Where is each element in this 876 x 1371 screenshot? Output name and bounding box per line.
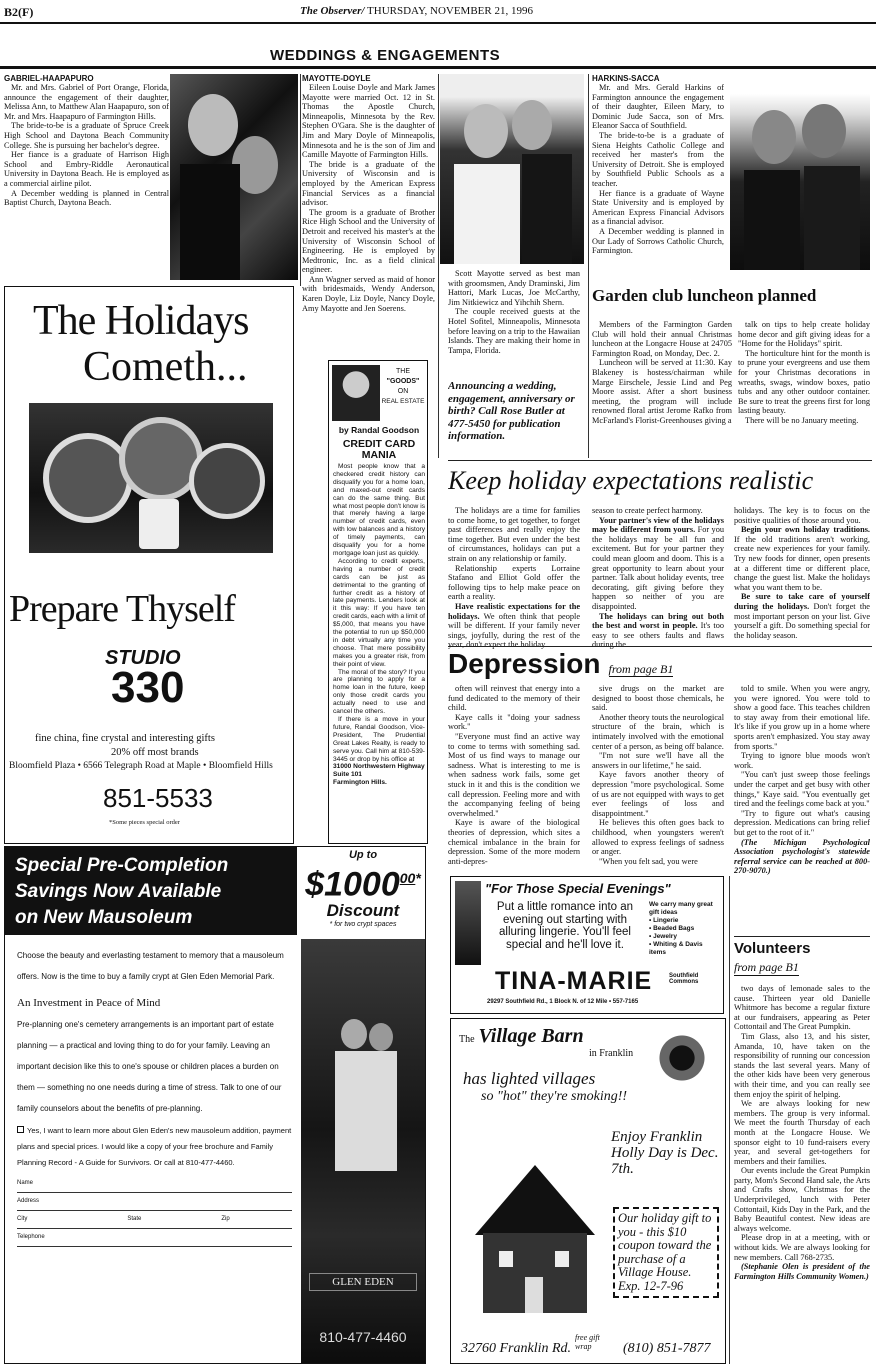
depression-col3-p2: Trying to ignore blue moods won't work. [734, 751, 870, 770]
harkins-title: HARKINS-SACCA [592, 74, 660, 83]
studio-line2: Cometh... [83, 344, 248, 390]
amount-cents: 00 [399, 870, 416, 886]
village-enjoy: Enjoy Franklin Holly Day is Dec. 7th. [611, 1129, 719, 1177]
village-coupon: Our holiday gift to you - this $10 coupon toward the purchase of a Village House. Exp. 12-7-96 [613, 1207, 719, 1298]
address-label: Address [17, 1198, 40, 1204]
village-name: Village Barn [478, 1025, 584, 1047]
name-label: Name [17, 1180, 34, 1186]
city-label: City [17, 1216, 28, 1222]
gabriel-announcement [4, 74, 169, 284]
goods-body [333, 463, 425, 787]
harkins-p3: Her fiance is a graduate of Wayne State University and is employed by American Express Financial Advisors as a financial advisor. [592, 188, 724, 227]
mausoleum-head3: on New Mausoleum [15, 907, 193, 928]
mausoleum-sub: An Investment in Peace of Mind [17, 997, 161, 1009]
harkins-body [592, 83, 724, 256]
gabriel-body [4, 83, 169, 208]
village-logo [459, 1025, 633, 1059]
announce-box: Announcing a wedding, engagement, anniversary or birth? Call Rose Butler at 477-5450 for publication information. [448, 380, 575, 442]
harkins-p4: A December wedding is planned in Our Lady of Sorrows Catholic Church, Farmington. [592, 226, 724, 256]
depression-col1 [448, 684, 580, 866]
holiday-tip4: Begin your own holiday traditions. [741, 525, 870, 535]
gabriel-p4: A December wedding is planned in Central Baptist Church, Daytona Beach. [4, 188, 169, 208]
volunteers-p2: Tim Glass, also 13, and his sister, Amanda, 10, have taken on the responsibility of running our concession stands the last several years. Many of the other kids have been very generous with their time, and you can really see them enjoy the spirit of helping. [734, 1031, 870, 1099]
mayotte-announcement [302, 74, 435, 370]
village-line2: so "hot" they're smoking!! [481, 1089, 628, 1104]
garden-col1-p1: Members of the Farmington Garden Club will hold their annual Christmas luncheon at the Longacre House at 24705 Farmington Road, on Monday, Dec. 2. [592, 320, 732, 358]
holiday-tip5-text: Don't forget the most important person on your list. Give yourself a gift. Do something special for the holiday season. [734, 601, 870, 640]
goods-byline: by Randal Goodson [338, 425, 420, 435]
goods-real-estate-ad [328, 360, 428, 844]
holiday-tip1-text: We often think that people will be different. If your family never sings, joyfully, during the rest of the year, don't expect the holiday [448, 611, 580, 650]
page-number: B2(F) [4, 5, 34, 19]
holiday-col1 [448, 506, 580, 650]
mausoleum-form [17, 1123, 292, 1171]
amount-star: * [415, 870, 421, 886]
mausoleum-head1: Special Pre-Completion [15, 855, 229, 876]
studio-tag1: fine china, fine crystal and interesting gifts [35, 733, 215, 744]
goods-addr3: Farmington Hills. [333, 779, 387, 787]
masthead [300, 5, 533, 17]
header-rule [0, 22, 876, 24]
garden-col2-p3: There will be no January meeting. [745, 415, 859, 425]
tina-item4: • Whiting & Davis items [649, 941, 703, 956]
holiday-rule [448, 460, 872, 461]
studio-330-ad [4, 286, 294, 844]
column-rule-2 [438, 74, 439, 458]
gabriel-title: GABRIEL-HAAPAPURO [4, 74, 94, 83]
depression-col2-p5: He believes this often goes back to childhood, when youngsters weren't allowed to express feelings of sadness or anger. [592, 818, 724, 857]
goods-on: ON [397, 388, 409, 395]
column-rule-1 [300, 74, 301, 286]
volunteers-p5: Please drop in at a meeting, with or without kids. We are always looking for new members. Call 768-2735. [734, 1233, 870, 1262]
mayotte-continued [448, 269, 580, 355]
garden-col2-p2: The horticulture hint for the month is to prune your evergreens and use them for your Christmas decorations in wreaths, swags, window boxes, patio tubs and any other outdoor container. Be sure to treat the greens first for long lasting beauty. [738, 348, 870, 416]
goods-p2: According to credit experts, having a number of credit cards can be just as detrimental to the granting of further credit as a history of late payments. Lenders look at it this way: If you have ten credit cards, each with a limit of $5,000, that means you have the potential to run up $50,000 in debt virtually any time you choose. That mere possibility makes you a greater risk, from their point of view. [333, 557, 425, 668]
discount-label: Discount [326, 901, 400, 921]
depression-col1-p4: Kaye is aware of the biological theories of depression, which sites a chemical imbalance in the brain for depression. Some of the more modern anti-depres- [448, 818, 580, 866]
village-phone: (810) 851-7877 [623, 1341, 711, 1356]
mausoleum-p2: Pre-planning one's cemetery arrangements is an important part of estate planning — a practical and loving thing to do for your family. Leaving an important decision like this to one's spouse or children places a burden on them — something no one needs during a time of stress. Talk to one of our family counselors about the benefits of pre-planning. [17, 1020, 282, 1113]
goods-header [381, 367, 425, 407]
tina-gifts [649, 901, 721, 957]
harkins-couple-photo [730, 74, 870, 270]
village-house-illustration [465, 1129, 605, 1329]
studio-phone: 851-5533 [103, 783, 213, 813]
gabriel-p1: Mr. and Mrs. Gabriel of Port Orange, Florida, announce the engagement of their daughter, Melissa Ann, to Matthew Alan Haapapuro, son of Mr. and Mrs. Haapapuro of Farmington Hills. [4, 83, 169, 121]
depression-col2-p6: "When you felt sad, you were [599, 856, 698, 866]
holiday-tip4-text: If the old traditions aren't working, create new experiences for your family. Try new foods for dinner, open presents at a different time or different place, change the guest list. Make the holidays what you want them to be. [734, 534, 870, 592]
village-line1: has lighted villages [463, 1069, 596, 1088]
upto-label: Up to [348, 849, 378, 861]
studio-address: Bloomfield Plaza • 6566 Telegraph Road at Maple • Bloomfield Hills [9, 761, 273, 771]
studio-tag2: 20% off most brands [111, 747, 199, 758]
mausoleum-form-text: Yes, I want to learn more about Glen Eden's new mausoleum addition, payment plans and special prices. I would like a copy of your free brochure and Family Planning Record - A Guide for Survivors. Or call at 810-477-4460. [17, 1126, 292, 1167]
volunteers-from: from page B1 [734, 960, 799, 974]
volunteers-headline: Volunteers [734, 940, 811, 957]
address-field[interactable] [17, 1193, 292, 1211]
mausoleum-photo [301, 939, 425, 1363]
holiday-tip3: The holidays can bring out both the best and worst in people. [592, 611, 724, 631]
column-rule-4 [729, 876, 730, 1364]
depression-col2-p3: "I'm not sure we'll have all the answers in our lifetime," he said. [592, 751, 724, 770]
depression-col3 [734, 684, 870, 876]
form-fields [17, 1175, 292, 1247]
tina-item1: • Lingerie [649, 917, 679, 924]
volunteers-credit: (Stephanie Olen is president of the Farmington Hills Community Women.) [734, 1262, 870, 1281]
goods-addr2: Suite 101 [333, 771, 362, 779]
depression-col2-p1: sive drugs on the market are designed to boost those chemicals, he said. [592, 684, 724, 713]
depression-col3-p1: told to smile. When you were angry, you were ignored. You were told to show a good face. This teaches children to stay away from their emotional life. It's like if you grow up in a home where sports aren't emphasized. You stay away from sports." [734, 684, 870, 751]
column-rule-3 [588, 74, 589, 458]
holiday-tip1: Have realistic expectations for the holidays. [448, 601, 580, 621]
depression-col2-p4: Kaye favors another theory of depression "more psychological. Some of us are not equipped with ways to get ever feelings of loss and disappointment." [592, 770, 724, 818]
zip-label: Zip [221, 1216, 230, 1222]
depression-credit: (The Michigan Psychological Association psychologist's statewide referral service can be reached at 800-270-9070.) [734, 837, 870, 876]
depression-col3-p4: "Try to figure out what's causing depression. Medications can bring relief but get to the root of it." [734, 808, 870, 837]
depression-col2 [592, 684, 724, 866]
village-barn-ad [450, 1018, 726, 1364]
holiday-col2-lead: season to create perfect harmony. [592, 506, 703, 515]
mayotte-couple-photo [440, 74, 584, 264]
goods-addr1: 31000 Northwestern Highway [333, 763, 425, 771]
tina-title: "For Those Special Evenings" [485, 881, 671, 896]
tina-item2: • Beaded Bags [649, 925, 695, 932]
volunteers-p1: two days of lemonade sales to the cause. Thirteen year old Danielle Whitmore has become a regular fixture at our fundraisers, appearing as Peter Cottontail and The Great Pumpkin. [734, 984, 870, 1032]
studio-brand-number: 330 [111, 663, 185, 712]
newspaper-name: The Observer/ [300, 5, 365, 17]
tina-sub: Southfield Commons [669, 973, 699, 985]
state-label: State [127, 1216, 142, 1222]
village-franklin: in Franklin [589, 1048, 634, 1059]
volunteers-p3: We are always looking for new members. The group is very informal. We meet the fourth Thursday of each month at the Longacre House. We sponsor eight to 10 fund-raisers every year, and several get-togethers for members and their families. [734, 1099, 870, 1166]
tina-logo: TINA-MARIE [495, 967, 653, 995]
holiday-headline: Keep holiday expectations realistic [448, 466, 814, 495]
mayotte-body [302, 83, 435, 313]
section-title: WEDDINGS & ENGAGEMENTS [270, 47, 501, 64]
garden-col1 [592, 320, 732, 426]
ribbon-bow-icon [647, 1023, 717, 1093]
issue-date: THURSDAY, NOVEMBER 21, 1996 [367, 5, 533, 17]
holiday-tip3-text: It's too easy to see others faults and flaws during the [592, 621, 724, 650]
glen-eden-ad [4, 846, 426, 1364]
holiday-col1-p2: Relationship experts Lorraine Stafano and Elliot Gold offer the following tips to help make peace on earth a reality. [448, 563, 580, 602]
gabriel-p2: The bride-to-be is a graduate of Spruce Creek High School and Daytona Beach Community College. She is pursuing her bachelor's degree. [4, 121, 169, 150]
section-rule [0, 66, 876, 69]
holiday-col3-lead: holidays. The key is to focus on the positive qualities of those around you. [734, 506, 870, 525]
harkins-p2: The bride-to-be is a graduate of Siena Heights Catholic College and received her master's from the University of Detroit. She is employed by Southfield Public Schools as a teacher. [592, 130, 724, 188]
depression-rule [448, 646, 872, 647]
holiday-col3 [734, 506, 870, 640]
goods-p4: If there is a move in your future, Randal Goodson, Vice-President, The Prudential Great Lakes Realty, is ready to serve you. Call him at 810-539-3445 or drop by his office at [333, 716, 425, 763]
mayotte-p2: The bride is a graduate of the University of Wisconsin and is employed by the American Express Financial Services as a financial advisor. [302, 159, 435, 208]
garden-col1-p2: Luncheon will be served at 11:30. Kay Blakeney is hostess/chairman while Marge Eirschele, Jessie Lind and Peg Moore assist. After a short business meeting, the program will include renowned floral artist Jerome Rafko from McFarland's Florist-Greenhouses giving a [592, 358, 732, 425]
gabriel-p3: Her fiance is a graduate of Harrison High School and Embry-Riddle Aeronautical University in Daytona Beach. He is employed as a commercial airline pilot. [4, 150, 169, 188]
depression-header [448, 648, 673, 680]
harkins-p1: Mr. and Mrs. Gerald Harkins of Farmington announce the engagement of their daughter, Eileen Mary, to Dominic Jude Sacca, son of Mrs. Eleanor Sacca of Southfield. [592, 83, 724, 131]
china-photo [29, 403, 273, 553]
glen-eden-phone: 810-477-4460 [319, 1329, 407, 1345]
lingerie-photo [455, 881, 481, 965]
city-field[interactable] [17, 1211, 292, 1229]
goods-p1: Most people know that a checkered credit history can disqualify you for a home loan, and maxed-out credit cards can do the same thing. But what most people don't know is that merely having a large number of credit cards, even with low balances and a history of timely payments, can disqualify you for a home mortgage loan just as quickly. [333, 463, 425, 557]
volunteers-rule [734, 936, 870, 937]
mayotte-p4: Ann Wagner served as maid of honor with bridesmaids, Wendy Anderson, Karen Doyle, Liz Doyle, Nancy Doyle, Amy Mayotte and Jen Soerens. [302, 274, 435, 313]
name-field[interactable] [17, 1175, 292, 1193]
studio-line1: The Holidays [33, 298, 249, 344]
mayotte-p1: Eileen Louise Doyle and Mark James Mayotte were married Oct. 12 in St. Thomas the Apostle Church, Minneapolis, Minnesota by the Rev. Stephen O'Gara. She is the daughter of Jim and Mary Doyle of Minneapolis, Minnesota and he is the son of Jim and Camille Mayotte of Farmington Hills. [302, 83, 435, 160]
goods-p3: The moral of the story? If you are planning to apply for a home loan in the future, keep only those credit cards you actually need to use and cancel the others. [333, 668, 425, 716]
holiday-tip2: Your partner's view of the holidays may be different from yours. [592, 515, 724, 535]
gabriel-couple-photo [170, 74, 298, 280]
mayotte-p3: The groom is a graduate of Brother Rice High School and the University of Detroit and received his master's at the University of Wisconsin School of Engineering. He is employed by Medtronic, Inc. as a field clinical engineer. [302, 207, 435, 275]
checkbox[interactable] [17, 1126, 24, 1133]
holiday-tip5: Be sure to take care of yourself during the holidays. [734, 592, 870, 611]
depression-from: from page B1 [608, 662, 674, 676]
garden-col2-p1: talk on tips to help create holiday home decor and gift giving ideas for a "Home for the Holidays" spirit. [738, 320, 870, 349]
mayotte-cont-p2: The couple received guests at the Hotel Sofitel, Minneapolis, Minnesota before leaving on a trip to the Hawaiian Islands. They are making their home in Tampa, Florida. [448, 307, 580, 355]
discount-box [301, 847, 425, 937]
village-giftwrap: free gift wrap [575, 1333, 600, 1351]
village-address: 32760 Franklin Rd. [461, 1341, 572, 1356]
studio-brand: STUDIO [105, 647, 181, 669]
depression-col1-p2: Kaye calls it "doing your sadness work." [448, 712, 580, 732]
depression-col1-p1: often will reinvest that energy into a fund dedicated to the memory of their child. [448, 684, 580, 713]
crypt-note: * for two crypt spaces [329, 921, 397, 929]
depression-headline: Depression [448, 648, 601, 679]
mayotte-cont-p1: Scott Mayotte served as best man with groomsmen, Andy Draminski, Jim Hattori, Mark Lucas, Joe McCarthy, Jim Nitkiewicz and Yihchih Shern. [448, 269, 580, 307]
tina-item3: • Jewelry [649, 933, 677, 940]
discount-amount [301, 861, 425, 904]
holiday-col1-p1: The holidays are a time for families to come home, to get together, to forget past differences and really enjoy the time together. But even under the best of circumstances, holidays can put a strain on any relationship or family. [448, 506, 580, 563]
depression-col3-p3: "You can't just sweep those feelings under the carpet and get busy with other things," Kaye said. "You eventually get tired and the feelings come back at you." [734, 770, 870, 809]
village-the: The [459, 1034, 475, 1045]
telephone-field[interactable] [17, 1229, 292, 1247]
tina-marie-ad [450, 876, 724, 1014]
harkins-announcement [592, 74, 724, 270]
goods-goods: "GOODS" [386, 378, 420, 385]
garden-headline: Garden club luncheon planned [592, 286, 817, 305]
mausoleum-banner [5, 847, 297, 935]
tina-body: Put a little romance into an evening out starting with alluring lingerie. You'll feel special and he'll love it. [496, 901, 634, 951]
goods-title: CREDIT CARD MANIA [342, 438, 416, 461]
mausoleum-head2: Savings Now Available [15, 881, 222, 902]
telephone-label: Telephone [17, 1234, 45, 1240]
mausoleum-p1: Choose the beauty and everlasting testament to memory that a mausoleum offers. Now is the time to buy a family crypt at Glen Eden Memorial Park. [17, 951, 284, 981]
depression-col2-p2: Another theory touts the neurological structure of the brain, which is intimately involved with the emotional center of a person, as being off balance. [592, 712, 724, 751]
mausoleum-body [17, 945, 292, 1247]
tina-address: 29297 Southfield Rd., 1 Block N. of 12 Mile • 557-7165 [487, 999, 639, 1005]
holiday-col2 [592, 506, 724, 650]
glen-eden-logo: GLEN EDEN [309, 1273, 417, 1291]
mayotte-title: MAYOTTE-DOYLE [302, 74, 371, 83]
volunteers-body [734, 984, 870, 1281]
tina-carry: We carry many great gift ideas [649, 901, 713, 916]
goods-real: REAL ESTATE [381, 398, 425, 405]
studio-line3: Prepare Thyself [9, 588, 235, 630]
amount: $1000 [305, 865, 400, 904]
depression-col1-p3: "Everyone must find an active way to come to terms with something sad. Most of us find ways to manage our sadness. What is interesting to me is when sadness work fails, some get stuck in it and this is the condition we call depression. Feeling more and with the accompanying feeling of being overwhelmed." [448, 731, 580, 818]
holiday-tip2-text: For you the holidays may be all fun and excitement. But for your partner they could mean gloom and doom. This is a great opportunity to learn about your partner. Talk about holiday events, tree decorating, gift giving before they happen so neither of you are disappointed. [592, 525, 724, 611]
goods-the: THE [396, 368, 410, 375]
studio-note: *Some pieces special order [109, 819, 180, 826]
goodson-photo [332, 365, 380, 421]
garden-col2 [738, 320, 870, 426]
volunteers-p4: Our events include the Great Pumpkin party, Mom's Second Hand sale, the Arts and Crafts show, Christmas for the Underprivileged, lunch with Peter Cottontail, Kids Day in the Park, and the Baby Beautiful contest. New ideas are always welcome. [734, 1166, 870, 1233]
